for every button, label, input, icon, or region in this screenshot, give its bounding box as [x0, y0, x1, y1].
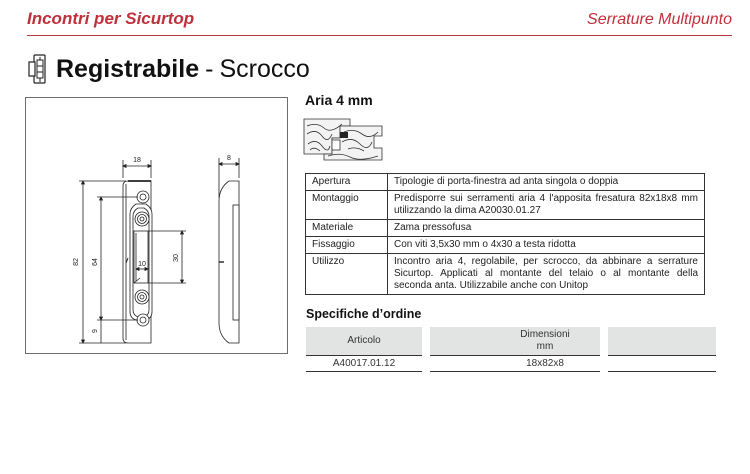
table-row — [306, 174, 705, 191]
order-column-articolo — [306, 327, 422, 372]
svg-text:9: 9 — [92, 329, 99, 333]
table-row — [306, 254, 705, 295]
column-header-label: Dimensioni — [520, 329, 570, 340]
properties-table — [305, 173, 705, 295]
category-title: Serrature Multipunto — [587, 11, 732, 28]
property-label: Fissaggio — [306, 237, 388, 254]
table-row — [306, 237, 705, 254]
column-header: Articolo — [306, 327, 422, 356]
header-divider — [27, 35, 732, 36]
svg-text:10: 10 — [138, 261, 146, 268]
product-type: Scrocco — [219, 54, 310, 83]
property-value: Zama pressofusa — [388, 220, 705, 237]
wood-profile-section-image — [302, 116, 392, 167]
property-value: Con viti 3,5x30 mm o 4x30 a testa ridotta — [388, 237, 705, 254]
table-row — [306, 220, 705, 237]
column-header-unit: mm — [536, 341, 554, 352]
product-title — [28, 54, 310, 84]
svg-text:30: 30 — [173, 254, 180, 262]
order-column-dimensioni — [430, 327, 600, 372]
column-header — [430, 327, 600, 356]
property-value: Predisporre sui serramenti aria 4 l'apposita fresatura 82x18x8 mm utilizzando la dima A20030.01.27 — [388, 191, 705, 220]
svg-text:18: 18 — [133, 157, 141, 164]
property-label: Montaggio — [306, 191, 388, 220]
column-header — [608, 327, 716, 356]
property-value: Incontro aria 4, regolabile, per scrocco, da abbinare a serrature Sicurtop. Applicati al montante del telaio o al montante della seconda anta. Utilizzabile anche con Unitop — [388, 254, 705, 295]
table-row — [306, 191, 705, 220]
strike-plate-icon — [28, 54, 48, 84]
aria-title: Aria 4 mm — [305, 92, 373, 108]
section-title: Incontri per Sicurtop — [27, 9, 195, 28]
property-label: Utilizzo — [306, 254, 388, 295]
property-label: Apertura — [306, 174, 388, 191]
product-name: Registrabile — [56, 54, 200, 83]
order-cell-articolo: A40017.01.12 — [306, 356, 422, 372]
title-separator: - — [205, 54, 214, 83]
svg-text:64: 64 — [92, 258, 99, 266]
order-cell-extra — [608, 356, 716, 372]
property-value: Tipologie di porta-finestra ad anta singola o doppia — [388, 174, 705, 191]
svg-text:82: 82 — [73, 258, 80, 266]
order-specs-title: Specifiche d’ordine — [306, 307, 422, 321]
order-cell-dimensioni: 18x82x8 — [430, 356, 600, 372]
svg-text:8: 8 — [227, 155, 231, 162]
technical-drawing — [25, 97, 288, 354]
property-label: Materiale — [306, 220, 388, 237]
order-column-extra — [608, 327, 716, 372]
